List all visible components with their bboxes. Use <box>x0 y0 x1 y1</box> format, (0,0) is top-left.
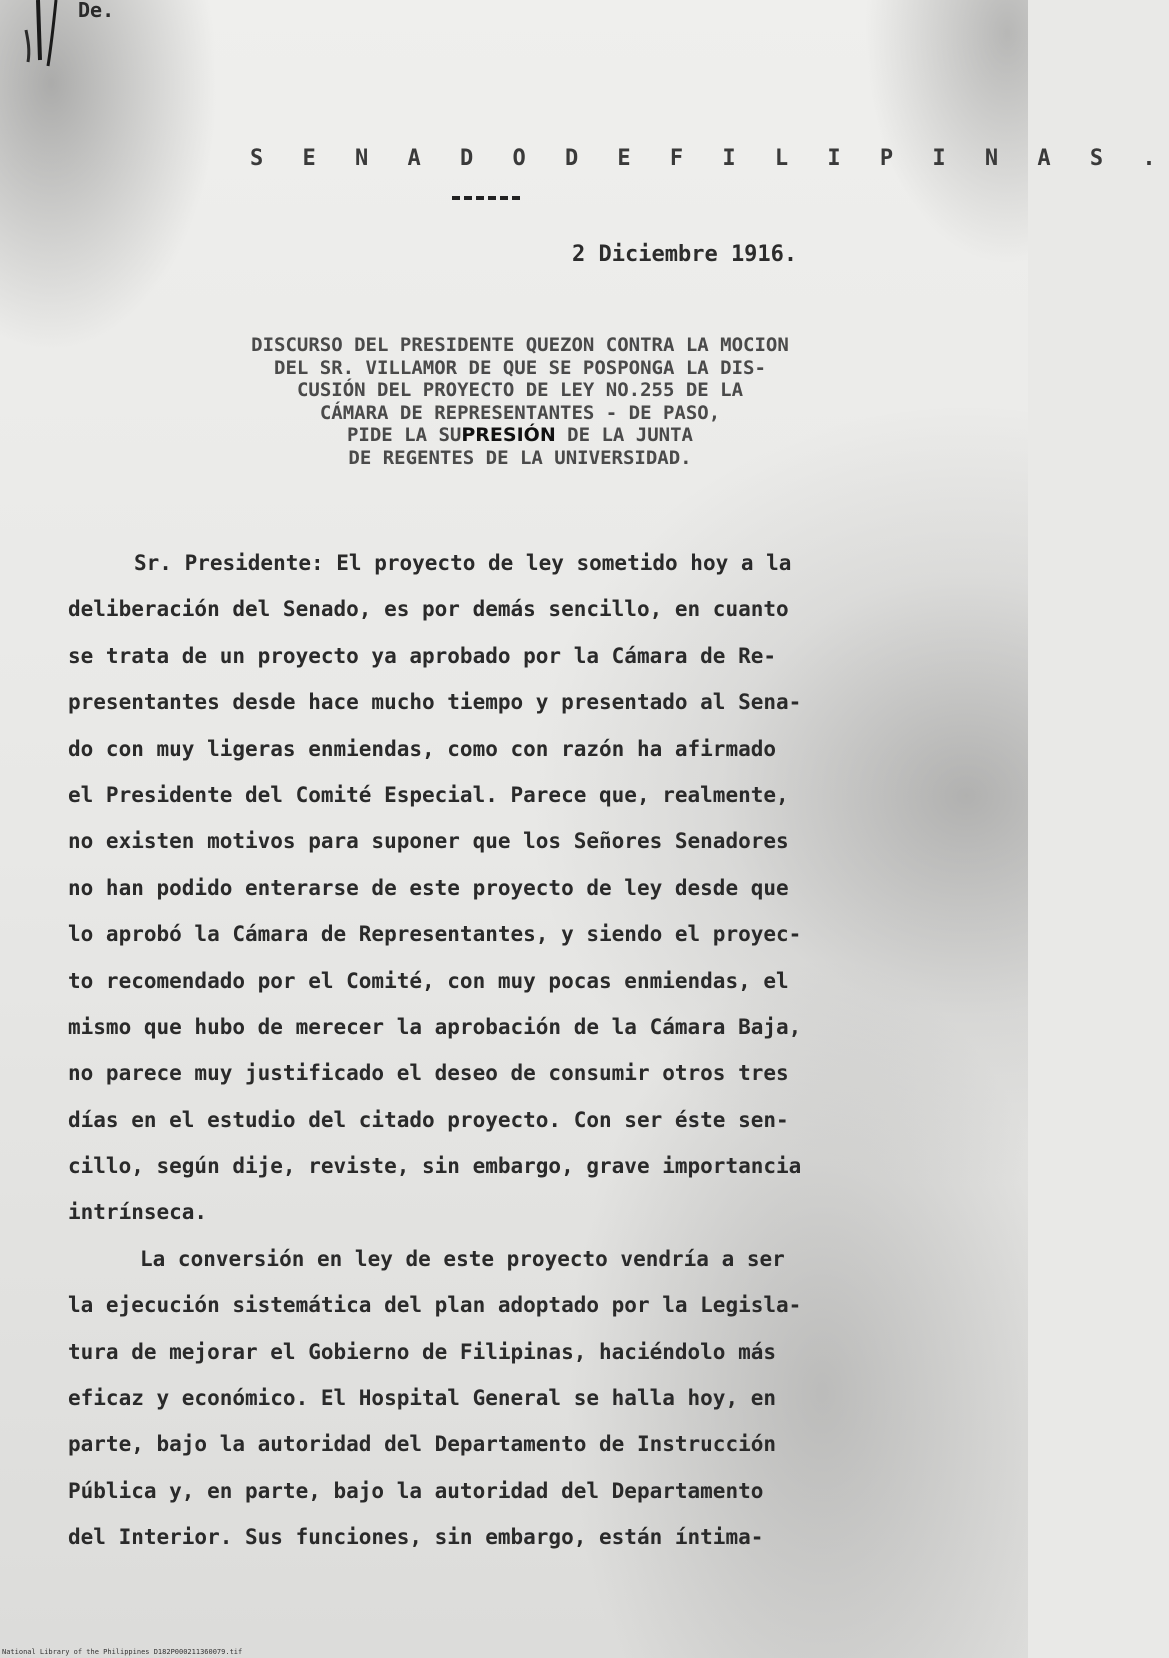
body-line: el Presidente del Comité Especial. Parece que, realmente, <box>68 782 789 807</box>
body-line: Pública y, en parte, bajo la autoridad del Departamento <box>68 1478 764 1503</box>
body-line: intrínseca. <box>68 1200 208 1225</box>
heading-line: DE REGENTES DE LA UNIVERSIDAD. <box>348 446 692 469</box>
body-line: se trata de un proyecto ya aprobado por la Cámara de Re- <box>68 643 777 668</box>
heading-line: DISCURSO DEL PRESIDENTE QUEZON CONTRA LA MOCION <box>251 334 789 356</box>
corner-scratch-marks <box>18 0 78 70</box>
body-line: presentantes desde hace mucho tiempo y presentado al Sena- <box>68 690 802 715</box>
heading-line5-suffix: DE LA JUNTA <box>555 424 693 446</box>
body-line: lo aprobó la Cámara de Representantes, y siendo el proyec- <box>68 922 802 947</box>
body-line: tura de mejorar el Gobierno de Filipinas, haciéndolo más <box>68 1339 777 1364</box>
speech-body <box>68 540 928 1561</box>
body-line: no existen motivos para suponer que los Señores Senadores <box>68 829 789 854</box>
body-line: la ejecución sistemática del plan adoptado por la Legisla- <box>68 1293 802 1318</box>
body-line: to recomendado por el Comité, con muy pocas enmiendas, el <box>68 968 789 993</box>
heading-line: CÁMARA DE REPRESENTANTES - DE PASO, <box>319 401 721 424</box>
document-title: S E N A D O D E F I L I P I N A S . <box>250 146 1169 171</box>
body-line: no parece muy justificado el deseo de consumir otros tres <box>68 1061 789 1086</box>
body-line: deliberación del Senado, es por demás sencillo, en cuanto <box>68 597 789 622</box>
speech-heading <box>140 334 900 469</box>
handwritten-correction: PRESIÓN <box>461 424 556 446</box>
title-separator <box>452 196 520 200</box>
body-line: Sr. Presidente: El proyecto de ley sometido hoy a la <box>134 551 792 575</box>
body-line: días en el estudio del citado proyecto. Con ser éste sen- <box>68 1107 789 1132</box>
heading-line: DEL SR. VILLAMOR DE QUE SE POSPONGA LA DIS- <box>274 356 766 379</box>
body-line: del Interior. Sus funciones, sin embargo, están íntima- <box>68 1525 764 1550</box>
body-line: eficaz y económico. El Hospital General se halla hoy, en <box>68 1386 777 1411</box>
body-line: do con muy ligeras enmiendas, como con razón ha afirmado <box>68 736 777 761</box>
body-line: cillo, según dije, reviste, sin embargo, grave importancia <box>68 1154 802 1179</box>
archive-footer: National Library of the Philippines D182P000211360079.tif <box>2 1648 243 1656</box>
body-line: mismo que hubo de merecer la aprobación de la Cámara Baja, <box>68 1014 802 1039</box>
body-line: no han podido enterarse de este proyecto de ley desde que <box>68 875 789 900</box>
heading-line5-prefix: PIDE LA SU <box>346 424 462 446</box>
body-line: La conversión en ley de este proyecto vendría a ser <box>140 1246 785 1271</box>
body-line: parte, bajo la autoridad del Departamento de Instrucción <box>68 1432 777 1457</box>
heading-line: CUSIÓN DEL PROYECTO DE LEY NO.255 DE LA <box>296 379 744 401</box>
document-date: 2 Diciembre 1916. <box>572 242 798 267</box>
corner-mark: De. <box>78 0 115 22</box>
heading-line <box>140 424 900 447</box>
